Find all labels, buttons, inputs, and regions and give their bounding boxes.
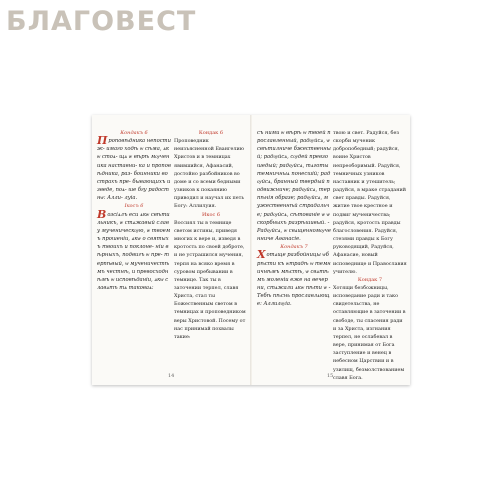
left-ru-paragraph-2: Воссиял ты в темнице светом истины, приведя многих к вере и, изведя в кротость по своей доброте, и не устрашился мучения, терпя на всяко время в суровом пребывании в темнице. Так ты в заточении терпел, славя Христа, стал ты Божественным светом в темницах и проповедником веры Христовой. Посему от нас принимай похвалы такие: (174, 219, 246, 340)
right-cs-column (257, 129, 331, 308)
left-cs-paragraph-2: Возсіѧлъ еси ѧкѡ свѣтильникъ, ѡ стѧжавый славу мученическѹю, ѡ твоемъ прошеніи, ѧкѡ о святыхъ твоихъ и поклоне- ніи вѣрныхъ, подвигъ ѡ пре- терпѣвый, ѡ мученичестѣмъ честнѣ, и превосходнѣмъ ѡ исповѣданіи, ѧкѡ славѧтъ тѧ таковаѧ: (97, 207, 171, 291)
left-ru-paragraph-1: Проповедник неизъясненной Евангелию Христов и в темницах явившийся, Афанасий, достойно разбойников во доме и со всеми бедными узников к покаянию приводил и научал их петь Богу: Аллилуия. (174, 138, 245, 210)
left-cs-heading-1: Кондакъ 6 (120, 130, 148, 136)
left-page-number: 14 (168, 373, 175, 379)
right-cs-heading: Кондакъ 7 (280, 244, 308, 251)
left-ru-heading-2: Икос 6 (201, 211, 221, 218)
left-cs-heading-2: Ікосъ 6 (124, 203, 144, 210)
right-page (251, 115, 410, 385)
right-ru-paragraph-2: Хотящи безбожницы, исповедание ради и тако свидетельства, не оставляющие в заточении в свободе, ты спасения ради и за Христа, изгнания терпел, не ослабевал в вере, принимая от Бога заступление и венец в небесном Царствии и в узилищ, безмолствованием славя Бога. (333, 284, 406, 381)
right-ru-paragraph-1: твою и свет. Радуйся, без скорби мученик добропобедный; радуйся, воине Христов непреоборимый. Радуйся, темничных узников наставник и утешитель; радуйся, в мраке страданий свет правды. Радуйся, житие твое крестное и подвиг мученичества; радуйся, кротость правды благословения. Радуйся, стезями правды к Богу руководящий, Радуйся, Афанасие, новый исповеднице и Православия учителю. (333, 130, 407, 275)
left-cs-paragraph-1: Проповѣдника непостиж- имаго ходѣ ѡ сѣма, ѧкѡ стоѧ- щѧ ѡ вѣрѣ мѹченика наставни- ка и проповѣдника, раз- боинники во страхъ пре- бывающихъ изведе, поѧ- ше бгу радостнѡ: Алли- луіа. (97, 134, 171, 202)
left-ru-heading-1: Кондак 6 (198, 130, 224, 136)
right-ru-heading: Кондак 7 (357, 276, 383, 283)
brand-logo: БЛАГОВЕСТ (6, 6, 197, 37)
left-page (92, 115, 251, 385)
right-cs-paragraph-1: съ ними ѡ вѣрѣ ѡ твоей прославленный, радѹйсѧ, ѡ свѣтилниче бжественный; радѹйсѧ, сѹдей превзошедый; радѹйсѧ, тѧготы темничныѧ понесшій; радѹйсѧ, бранный твердый подвижниче; радѹйсѧ, терпѣнія образе; радѹйсѧ, мужественнѣй страдальче; радѹйсѧ, сѣтованіе ѡ ѡскорбныхъ разрѣшивый. Радѹйсѧ, ѡ свѧщенномѹченниче Аѳанасіе. (257, 130, 331, 243)
right-ru-column (333, 129, 407, 382)
left-ru-column (174, 129, 248, 341)
book-spread (92, 115, 410, 385)
right-cs-paragraph-2: Хотѧще разбойницы ѡбрѣсти къ ѡтрадѣ ѡ темничнѣмъ мѣстѣ, ѡ свѧтѣмъ моленіи еже на вечерни, стѧжали ѧкѡ пѣти ѡ Тебѣ пѣснь прославлѧюще: Аллилѹіа. (257, 248, 331, 308)
left-cs-column (97, 129, 171, 292)
right-page-number: 15 (327, 373, 334, 379)
